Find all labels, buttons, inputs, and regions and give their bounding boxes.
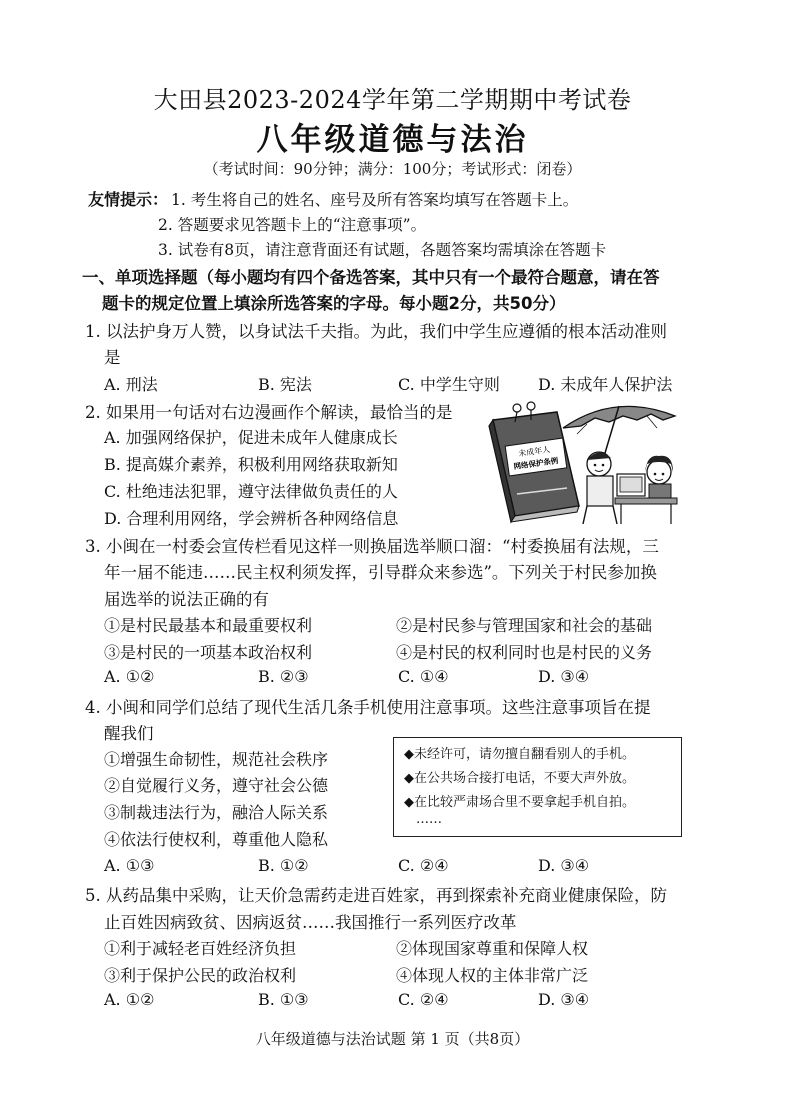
question-4-statement-2: ②自觉履行义务，遵守社会公德: [104, 776, 329, 795]
question-1-stem: 1. 以法护身万人赞，以身试法千夫指。为此，我们中学生应遵循的根本活动准则: [85, 322, 667, 341]
notice-line: ◆未经许可，请勿擅自翻看别人的手机。: [404, 747, 635, 762]
boy-figure: [583, 452, 617, 524]
tip-item: 2. 答题要求见答题卡上的“注意事项”。: [158, 216, 427, 234]
notice-line: ◆在公共场合接打电话，不要大声外放。: [404, 771, 635, 786]
question-4-statement-3: ③制裁违法行为，融洽人际关系: [104, 803, 329, 822]
page-footer: 八年级道德与法治试题 第 1 页（共8页）: [255, 1030, 530, 1048]
tip-item: 3. 试卷有8页，请注意背面还有试题，各题答案均需填涂在答题卡: [158, 241, 607, 259]
notice-line: ◆在比较严肃场合里不要拿起手机自拍。: [404, 795, 635, 810]
exam-title: 大田县2023-2024学年第二学期期中考试卷: [153, 86, 632, 114]
book-title-line2: 网络保护条例: [513, 455, 559, 472]
question-4-option-c[interactable]: C. ②④: [398, 856, 449, 875]
tips-label: 友情提示：: [88, 190, 169, 209]
question-1-option-b[interactable]: B. 宪法: [258, 375, 312, 394]
question-5-option-b[interactable]: B. ①③: [258, 990, 309, 1009]
question-3-statement-3: ③是村民的一项基本政治权利: [104, 643, 313, 662]
question-5-statement-4: ④体现人权的主体非常广泛: [396, 966, 589, 985]
question-1-option-a[interactable]: A. 刑法: [104, 375, 158, 394]
question-5-statement-1: ①利于减轻老百姓经济负担: [104, 939, 297, 958]
question-3-statement-1: ①是村民最基本和最重要权利: [104, 616, 313, 635]
question-1-option-c[interactable]: C. 中学生守则: [398, 375, 500, 394]
section-heading: 一、单项选择题（每小题均有四个备选答案，其中只有一个最符合题意，请在答: [82, 268, 660, 287]
question-2-stem: 2. 如果用一句话对右边漫画作个解读，最恰当的是: [85, 403, 453, 422]
computer-desk: [615, 474, 677, 524]
question-4-stem: 4. 小闽和同学们总结了现代生活几条手机使用注意事项。这些注意事项旨在提: [85, 698, 651, 717]
question-3-statement-4: ④是村民的权利同时也是村民的义务: [396, 643, 653, 662]
question-4-option-d[interactable]: D. ③④: [538, 856, 590, 875]
book-title-line1: 未成年人: [517, 445, 551, 459]
question-3-statement-2: ②是村民参与管理国家和社会的基础: [396, 616, 653, 635]
question-5-stem: 5. 从药品集中采购，让天价急需药走进百姓家，再到探索补充商业健康保险，防: [85, 886, 667, 905]
question-2-option-b[interactable]: B. 提高媒介素养，积极利用网络获取新知: [104, 455, 398, 474]
question-3-option-c[interactable]: C. ①④: [398, 667, 449, 686]
question-2-option-c[interactable]: C. 杜绝违法犯罪，遵守法律做负责任的人: [104, 482, 398, 501]
question-1-stem-cont: 是: [104, 348, 121, 367]
question-2-option-d[interactable]: D. 合理利用网络，学会辨析各种网络信息: [104, 509, 399, 528]
question-3-stem-cont: 年一届不能违……民主权利须发挥，引导群众来参选”。下列关于村民参加换: [104, 563, 657, 582]
question-4-statement-1: ①增强生命韧性，规范社会秩序: [104, 750, 329, 769]
question-4-option-b[interactable]: B. ①②: [258, 856, 309, 875]
question-5-option-c[interactable]: C. ②④: [398, 990, 449, 1009]
question-3-stem: 3. 小闽在一村委会宣传栏看见这样一则换届选举顺口溜：“村委换届有法规，三: [85, 537, 659, 556]
tip-item: 1. 考生将自己的姓名、座号及所有答案均填写在答题卡上。: [171, 191, 579, 209]
question-5-option-d[interactable]: D. ③④: [538, 990, 590, 1009]
question-3-stem-cont2: 届选举的说法正确的有: [104, 590, 269, 609]
question-5-stem-cont: 止百姓因病致贫、因病返贫……我国推行一系列医疗改革: [104, 913, 517, 932]
question-5-statement-2: ②体现国家尊重和保障人权: [396, 939, 589, 958]
question-4-statement-4: ④依法行使权利，尊重他人隐私: [104, 830, 329, 849]
comic-illustration: [487, 398, 683, 528]
subject-title: 八年级道德与法治: [256, 122, 529, 158]
question-3-option-a[interactable]: A. ①②: [104, 667, 155, 686]
section-heading-cont: 题卡的规定位置上填涂所选答案的字母。每小题2分，共50分）: [102, 294, 566, 313]
girl-figure: [645, 456, 673, 498]
regulation-book: [489, 402, 579, 522]
question-1-option-d[interactable]: D. 未成年人保护法: [538, 375, 673, 394]
notice-ellipsis: ……: [416, 812, 442, 827]
question-3-option-d[interactable]: D. ③④: [538, 667, 590, 686]
question-2-option-a[interactable]: A. 加强网络保护，促进未成年人健康成长: [104, 428, 398, 447]
question-5-statement-3: ③利于保护公民的政治权利: [104, 966, 297, 985]
question-4-stem-cont: 醒我们: [104, 724, 154, 743]
exam-info: （考试时间：90分钟；满分：100分；考试形式：闭卷）: [203, 160, 582, 178]
phone-notice-box: [393, 737, 682, 837]
question-5-option-a[interactable]: A. ①②: [104, 990, 155, 1009]
question-3-option-b[interactable]: B. ②③: [258, 667, 309, 686]
question-4-option-a[interactable]: A. ①③: [104, 856, 155, 875]
